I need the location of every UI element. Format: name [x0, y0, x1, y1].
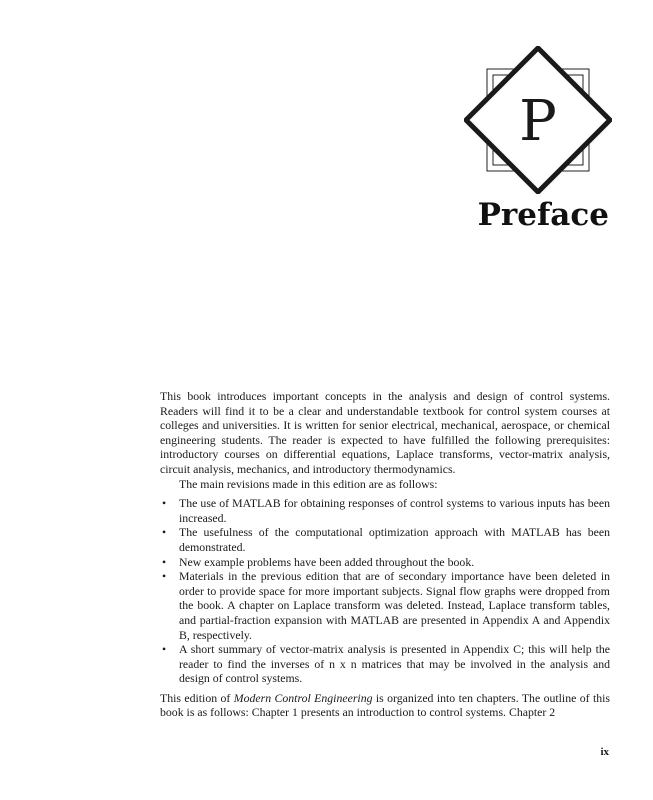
diamond-frame-icon — [464, 46, 612, 194]
revisions-intro: The main revisions made in this edition are as follows: — [179, 476, 438, 491]
list-item — [160, 642, 610, 686]
revisions-list — [160, 496, 610, 686]
page-title: Preface — [477, 197, 609, 233]
list-item-text: New example problems have been added throughout the book. — [179, 554, 475, 569]
body-text — [160, 389, 610, 720]
outline-text-after: is organized into ten chapters. The outline of this book is as follows: Chapter 1 presents an introduction to control systems. Chapter 2 — [160, 690, 611, 720]
bullet-icon: • — [162, 554, 167, 569]
list-item-text: The usefulness of the computational optimization approach with MATLAB has been demonstrated. — [179, 525, 610, 554]
outline-paragraph — [160, 691, 610, 720]
list-item — [160, 555, 610, 570]
chapter-badge — [464, 46, 612, 194]
list-item — [160, 496, 610, 525]
list-item-text: The use of MATLAB for obtaining responses of control systems to various inputs has been increased. — [179, 496, 610, 525]
chapter-letter: P — [519, 89, 557, 154]
bullet-icon: • — [162, 525, 167, 540]
list-item — [160, 525, 610, 554]
bullet-icon: • — [162, 496, 167, 511]
page-number: ix — [600, 746, 609, 758]
outline-text-before: This edition of — [160, 690, 234, 705]
list-item-text: A short summary of vector-matrix analysis is presented in Appendix C; this will help the reader to find the inverses of n x n matrices that may be involved in the analysis and design of control systems. — [179, 642, 610, 686]
bullet-icon: • — [162, 569, 167, 584]
intro-paragraph: This book introduces important concepts in the analysis and design of control systems. Readers will find it to be a clear and understandable textbook for control system courses at colleges and universities. It is written for senior electrical, mechanical, aerospace, or chemical engineering students. The reader is expected to have fulfilled the following prerequisites: introductory courses on differential equations, Laplace transforms, vector-matrix analysis, circuit analysis, mechanics, and introductory thermodynamics. — [160, 389, 610, 476]
book-title: Modern Control Engineering — [233, 690, 373, 705]
list-item-text: Materials in the previous edition that are of secondary importance have been deleted in order to provide space for more important subjects. Signal flow graphs were dropped from the book. A chapter on Laplace transform was deleted. Instead, Laplace transform tables, and partial-fraction expansion with MATLAB are presented in Appendix A and Appendix B, respectively. — [179, 569, 610, 642]
list-item — [160, 569, 610, 642]
bullet-icon: • — [162, 642, 167, 657]
